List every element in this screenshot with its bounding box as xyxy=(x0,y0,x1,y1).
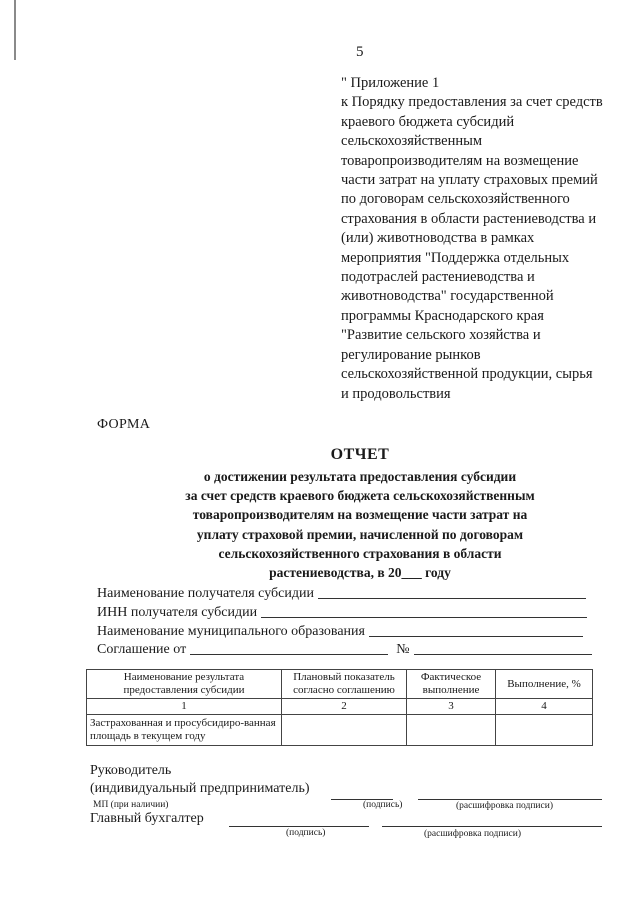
municipality-field xyxy=(97,624,583,640)
agreement-field xyxy=(97,642,592,658)
table-cell-percent[interactable] xyxy=(496,715,593,746)
appendix-line: и продовольствия xyxy=(341,385,451,402)
accountant-decoding-hint: (расшифровка подписи) xyxy=(424,829,521,839)
table-header-row xyxy=(87,670,593,699)
appendix-line: регулирование рынков xyxy=(341,346,481,363)
table-row xyxy=(87,715,593,746)
appendix-line: товаропроизводителям на возмещение xyxy=(341,152,579,169)
table-number-row xyxy=(87,699,593,715)
table-header-actual: Фактическое выполнение xyxy=(407,670,496,699)
head-signature-hint: (подпись) xyxy=(363,800,403,810)
table-column-number: 4 xyxy=(496,699,593,715)
appendix-line: (или) животноводства в рамках xyxy=(341,230,535,247)
head-label: Руководитель xyxy=(90,763,172,778)
head-decoding-line[interactable] xyxy=(418,799,602,800)
recipient-name-field xyxy=(97,586,586,602)
report-subtitle-line: растениеводства, в 20___ году xyxy=(269,565,451,581)
appendix-note xyxy=(341,74,631,404)
table-cell-actual[interactable] xyxy=(407,715,496,746)
report-subtitle-line: о достижении результата предоставления субсидии xyxy=(203,469,517,484)
report-subtitle-line: за счет средств краевого бюджета сельскохозяйственным xyxy=(185,488,535,504)
form-label: ФОРМА xyxy=(97,417,151,432)
inn-label: ИНН получателя субсидии xyxy=(97,605,258,620)
report-subtitle-line: товаропроизводителям на возмещение части затрат на xyxy=(192,507,528,523)
municipality-label: Наименование муниципального образования xyxy=(97,624,365,639)
table-column-number: 3 xyxy=(407,699,496,715)
recipient-name-label: Наименование получателя субсидии xyxy=(97,586,314,601)
table-column-number: 2 xyxy=(282,699,407,715)
appendix-line: страхования в области растениеводства и xyxy=(341,210,597,227)
page-number: 5 xyxy=(356,44,364,60)
report-title-block xyxy=(90,446,630,582)
chief-accountant-label: Главный бухгалтер xyxy=(90,811,204,826)
table-column-number: 1 xyxy=(87,699,282,715)
table-header-planned: Плановый показатель согласно соглашению xyxy=(282,670,407,699)
agreement-date-input-line[interactable] xyxy=(190,653,388,655)
accountant-signature-hint: (подпись) xyxy=(286,828,326,838)
appendix-line: животноводства" государственной xyxy=(341,288,554,305)
appendix-line: сельскохозяйственной продукции, сырья xyxy=(341,366,593,383)
head-subtitle: (индивидуальный предприниматель) xyxy=(90,781,310,796)
appendix-line: по договорам сельскохозяйственного xyxy=(341,191,570,208)
appendix-line: "Развитие сельского хозяйства и xyxy=(341,327,541,344)
appendix-line: к Порядку предоставления за счет средств xyxy=(341,94,603,111)
report-title: ОТЧЕТ xyxy=(330,446,390,463)
appendix-line: " Приложение 1 xyxy=(341,75,440,91)
agreement-from-label: Соглашение от xyxy=(97,642,187,657)
municipality-input-line[interactable] xyxy=(369,635,583,637)
report-subtitle-line: сельскохозяйственного страхования в области xyxy=(218,545,502,561)
results-table xyxy=(86,669,593,746)
stamp-label: МП (при наличии) xyxy=(93,800,169,810)
table-header-result: Наименование результата предоставления субсидии xyxy=(87,670,282,699)
appendix-line: программы Краснодарского края xyxy=(341,307,544,324)
table-cell-planned[interactable] xyxy=(282,715,407,746)
scan-edge-mark xyxy=(14,0,16,60)
inn-field xyxy=(97,605,587,621)
agreement-number-input-line[interactable] xyxy=(414,653,592,655)
agreement-number-label: № xyxy=(396,642,410,657)
table-cell-result-name: Застрахованная и просубсидиро-ванная площадь в текущем году xyxy=(87,715,282,746)
accountant-decoding-line[interactable] xyxy=(382,826,602,827)
appendix-line: сельскохозяйственным xyxy=(341,133,483,150)
appendix-line: подотраслей растениеводства и xyxy=(341,269,535,286)
head-decoding-hint: (расшифровка подписи) xyxy=(456,801,553,811)
inn-input-line[interactable] xyxy=(261,616,587,618)
appendix-line: части затрат на уплату страховых премий xyxy=(341,172,598,189)
appendix-line: краевого бюджета субсидий xyxy=(341,113,515,130)
recipient-name-input-line[interactable] xyxy=(318,597,586,599)
report-subtitle-line: уплату страховой премии, начисленной по договорам xyxy=(196,526,524,542)
table-header-percent: Выполнение, % xyxy=(496,670,593,699)
appendix-line: мероприятия "Поддержка отдельных xyxy=(341,249,570,266)
accountant-signature-line[interactable] xyxy=(229,826,369,827)
